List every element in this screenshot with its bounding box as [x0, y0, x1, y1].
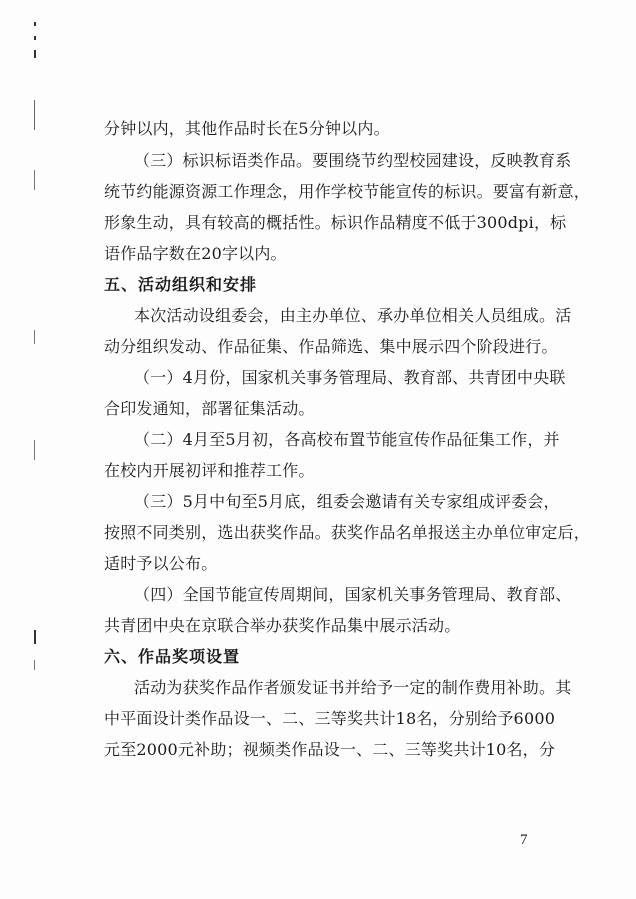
- body-text-line: 元至2000元补助；视频类作品设一、二、三等奖共计10名，分: [104, 740, 556, 759]
- scan-margin-marks: [34, 0, 38, 899]
- body-text-line: 分钟以内，其他作品时长在5分钟以内。: [104, 119, 390, 138]
- margin-mark: [34, 170, 35, 190]
- body-text-line: 合印发通知，部署征集活动。: [104, 399, 315, 418]
- margin-mark: [34, 22, 36, 26]
- margin-mark: [34, 660, 35, 670]
- body-text-line: 活动为获奖作品作者颁发证书并给予一定的制作费用补助。其: [134, 678, 572, 697]
- body-text-line: 适时予以公布。: [104, 554, 218, 573]
- body-text-line: （四）全国节能宣传周期间，国家机关事务管理局、教育部、: [134, 585, 572, 604]
- body-text-line: 按照不同类别，选出获奖作品。获奖作品名单报送主办单位审定后，: [104, 523, 591, 542]
- body-text-line: 语作品字数在20字以内。: [104, 244, 287, 263]
- body-text-line: 共青团中央在京联合举办获奖作品集中展示活动。: [104, 616, 461, 635]
- body-text-line: （三）5月中旬至5月底，组委会邀请有关专家组成评委会，: [134, 492, 560, 511]
- body-text-line: （三）标识标语类作品。要围绕节约型校园建设，反映教育系: [134, 151, 572, 170]
- margin-mark: [34, 330, 35, 344]
- body-text-line: 动分组织发动、作品征集、作品筛选、集中展示四个阶段进行。: [104, 337, 558, 356]
- section-heading-5: 五、活动组织和安排: [104, 275, 258, 294]
- body-text-line: 形象生动，具有较高的概括性。标识作品精度不低于300dpi，标: [104, 213, 567, 232]
- body-text-line: 统节约能源资源工作理念，用作学校节能宣传的标识。要富有新意，: [104, 182, 591, 201]
- margin-mark: [34, 440, 35, 460]
- section-heading-6: 六、作品奖项设置: [104, 647, 241, 666]
- page-number: 7: [520, 832, 528, 848]
- margin-mark: [34, 630, 36, 644]
- margin-mark: [34, 36, 36, 40]
- body-text-line: （二）4月至5月初，各高校布置节能宣传作品征集工作，并: [134, 430, 560, 449]
- margin-mark: [34, 100, 35, 130]
- body-text-line: 在校内开展初评和推荐工作。: [104, 461, 315, 480]
- body-text-line: 本次活动设组委会，由主办单位、承办单位相关人员组成。活: [134, 306, 572, 325]
- body-text-line: 中平面设计类作品设一、二、三等奖共计18名，分别给予6000: [104, 709, 556, 728]
- body-text-line: （一）4月份，国家机关事务管理局、教育部、共青团中央联: [134, 368, 566, 387]
- margin-mark: [34, 50, 36, 58]
